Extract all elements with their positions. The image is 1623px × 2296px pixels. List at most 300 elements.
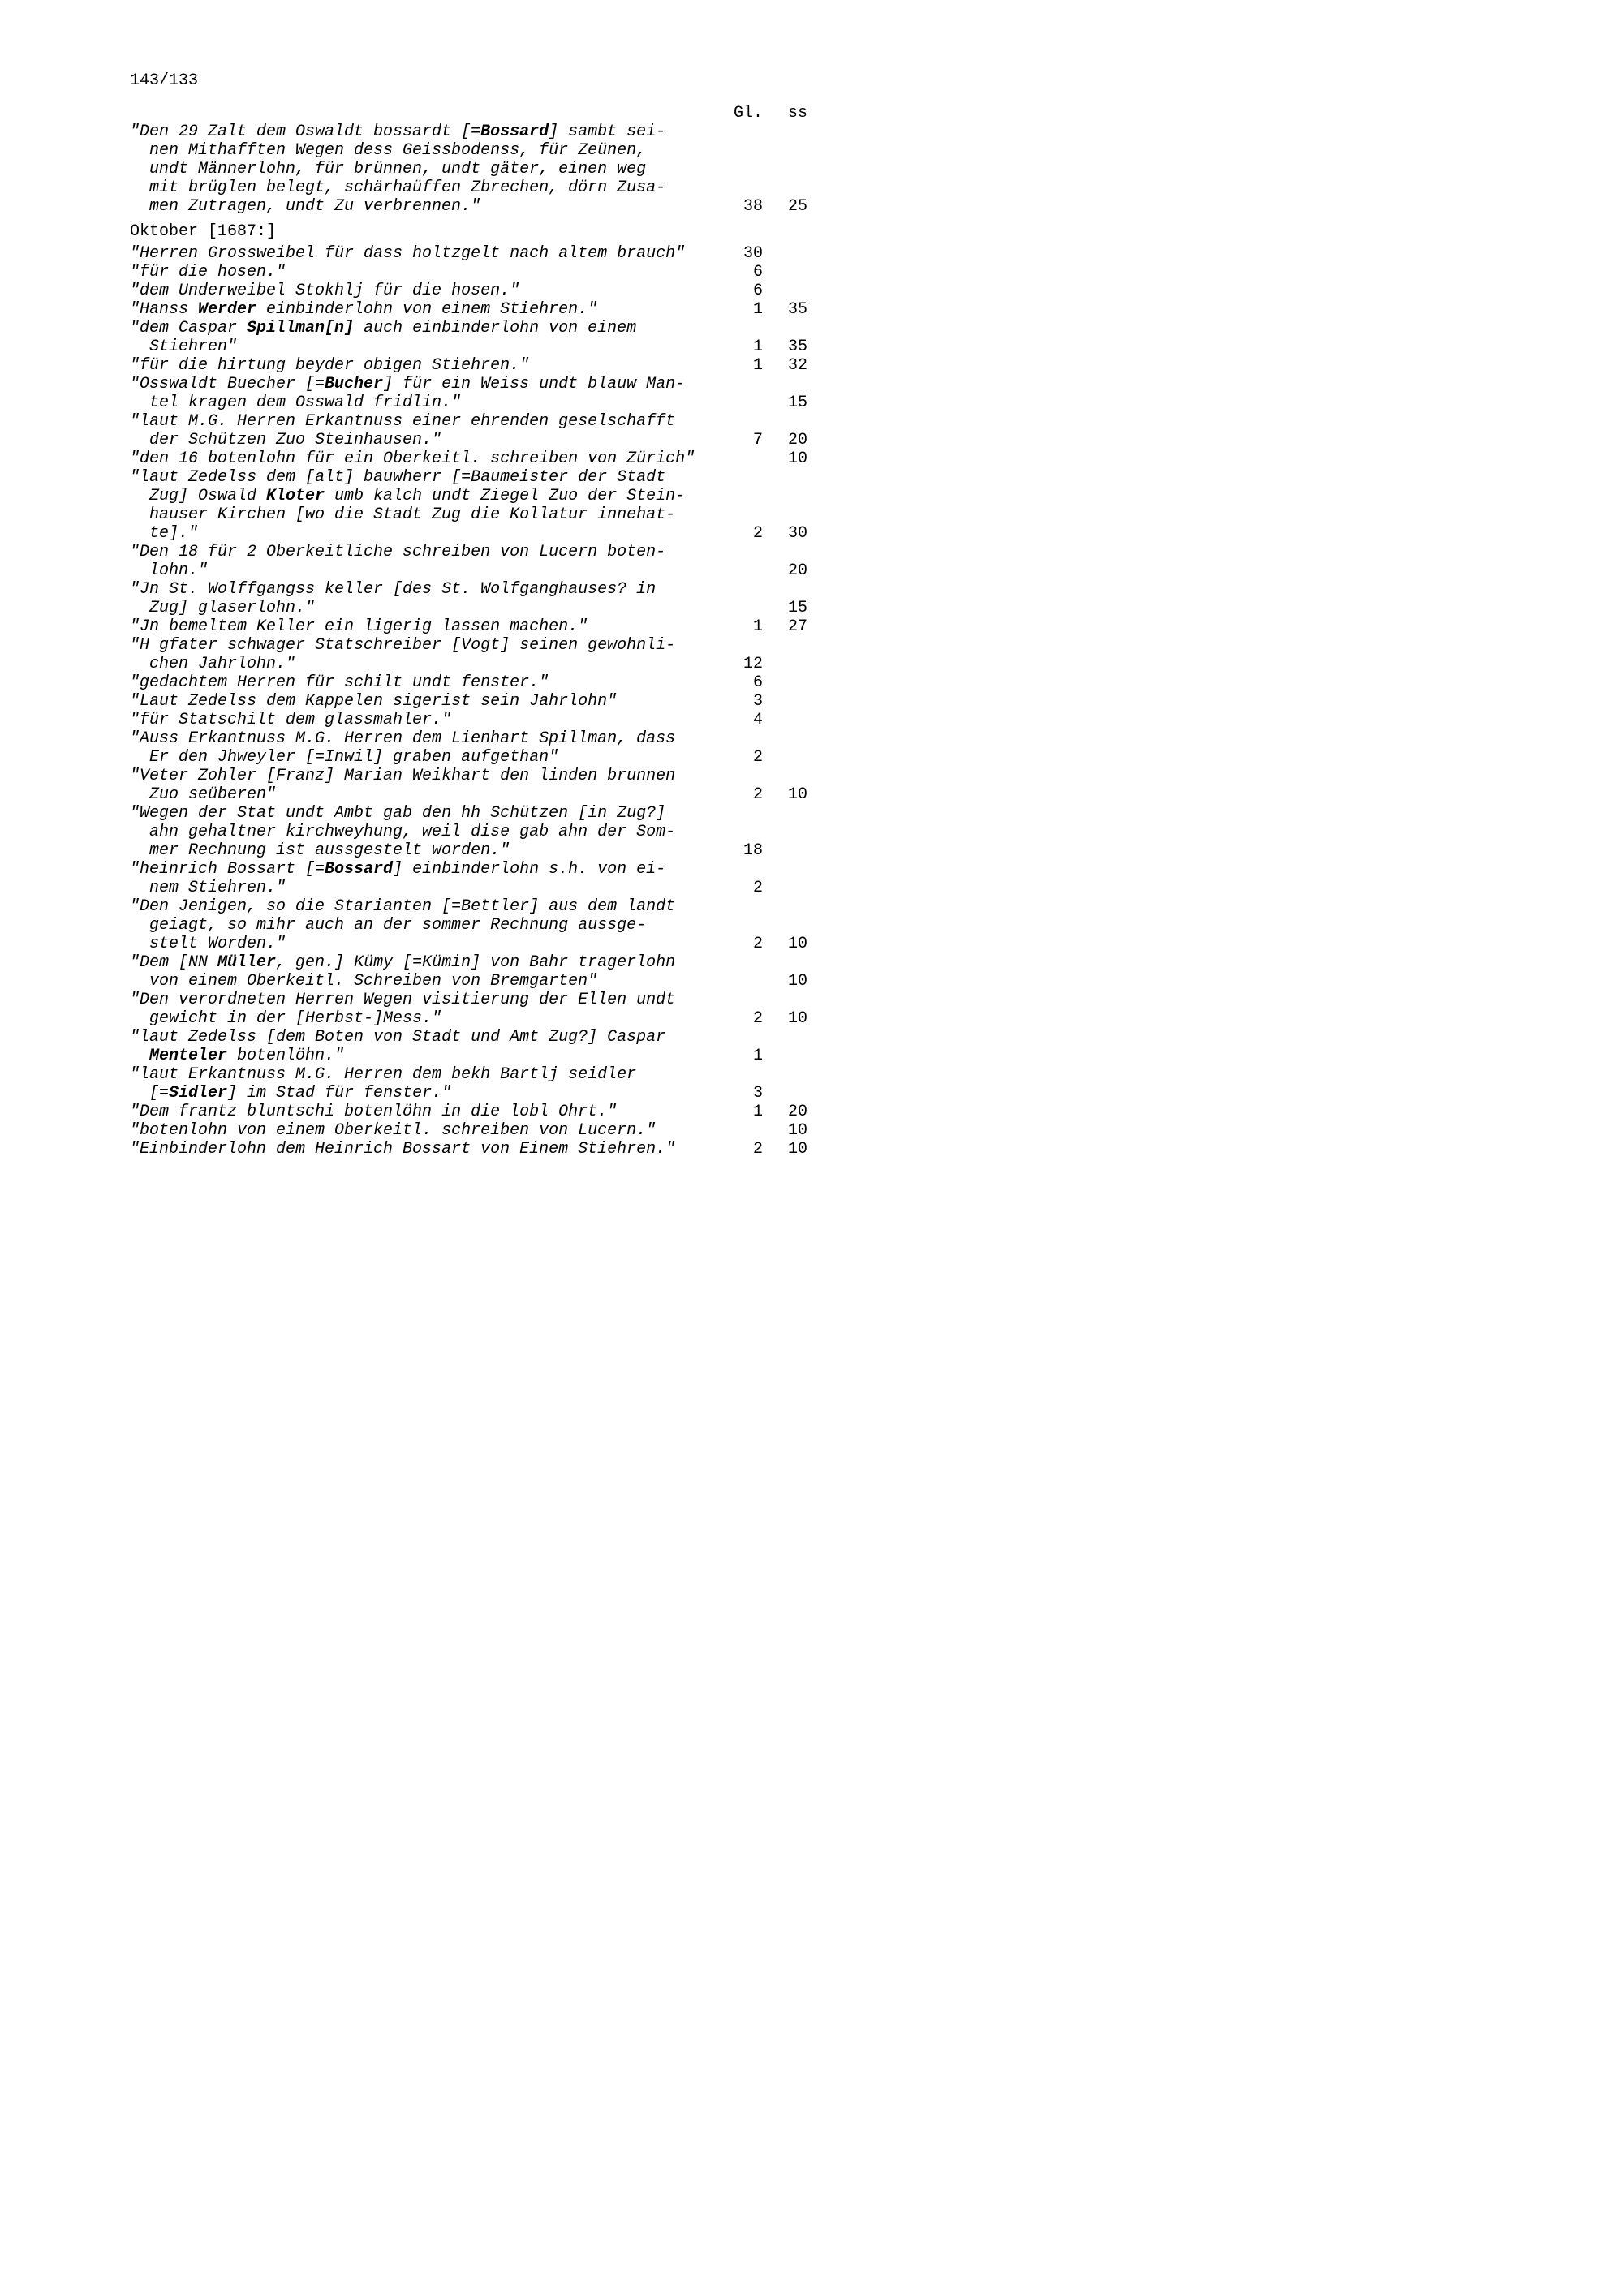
entry-line [130, 468, 807, 487]
gl-value [708, 375, 763, 393]
entry-text [130, 487, 708, 505]
ss-value [763, 263, 807, 282]
entry-text [130, 1028, 708, 1047]
entry-line [130, 141, 807, 160]
text-segment: "Herren Grossweibel für dass holtzgelt nach altem brauch" [130, 244, 686, 263]
gl-value: 3 [752, 692, 763, 711]
gl-value: 2 [752, 748, 763, 767]
ss-value: 10 [787, 449, 807, 468]
ss-value: 10 [787, 1140, 807, 1159]
entry-text [130, 860, 708, 879]
gl-value [708, 468, 763, 487]
ss-value [763, 1084, 807, 1103]
ss-value: 32 [787, 356, 807, 375]
text-segment: "für die hirtung beyder obigen Stiehren." [130, 356, 530, 375]
entry-text [130, 524, 708, 543]
ss-value [763, 468, 807, 487]
gl-value: 6 [752, 282, 763, 300]
entry-text [130, 197, 708, 216]
entry-text [130, 1103, 708, 1121]
entry-line [130, 1103, 807, 1121]
ss-value: 35 [787, 300, 807, 319]
text-segment: "laut Zedelss dem [alt] bauwherr [=Baumeister der Stadt [130, 468, 666, 487]
entry-text [130, 673, 708, 692]
entry-line [130, 282, 807, 300]
entry-text [130, 1065, 708, 1084]
text-segment: mer Rechnung ist aussgestelt worden." [149, 841, 510, 860]
entry-text [130, 935, 708, 953]
gl-value [708, 953, 763, 972]
gl-value [708, 804, 763, 823]
entry-line [130, 991, 807, 1009]
entry-line [130, 1009, 807, 1028]
ss-value [763, 897, 807, 916]
gl-value [708, 599, 763, 617]
emphasized-name: Kloter [266, 487, 325, 505]
gl-value: 2 [752, 935, 763, 953]
ss-value: 10 [787, 935, 807, 953]
text-segment: "Auss Erkantnuss M.G. Herren dem Lienhart Spillman, dass [130, 729, 676, 748]
text-segment: ] für ein Weiss undt blauw Man- [383, 375, 686, 393]
entry-line [130, 580, 807, 599]
text-segment: "Den verordneten Herren Wegen visitierung der Ellen undt [130, 991, 676, 1009]
text-segment: der Schützen Zuo Steinhausen." [149, 431, 442, 449]
entry-text [130, 375, 708, 393]
ss-value [763, 636, 807, 655]
entry-line [130, 375, 807, 393]
gl-value [708, 178, 763, 197]
ledger-entry [130, 729, 807, 767]
ledger-entry [130, 319, 807, 356]
text-segment: tel kragen dem Osswald fridlin." [149, 393, 462, 412]
entry-text [130, 1009, 708, 1028]
ledger-entry [130, 1121, 807, 1140]
text-segment: umb kalch undt Ziegel Zuo der Stein- [325, 487, 686, 505]
entry-text [130, 300, 708, 319]
ss-value [763, 655, 807, 673]
entry-line [130, 1047, 807, 1065]
entry-line [130, 953, 807, 972]
entry-line [130, 748, 807, 767]
entry-line [130, 916, 807, 935]
pre-entries [130, 123, 807, 216]
text-segment: "botenlohn von einem Oberkeitl. schreiben von Lucern." [130, 1121, 657, 1140]
entry-line [130, 599, 807, 617]
entry-line [130, 1084, 807, 1103]
ss-value [763, 841, 807, 860]
ss-value [763, 178, 807, 197]
gl-value [708, 487, 763, 505]
ledger-entry [130, 468, 807, 543]
ss-value [763, 692, 807, 711]
text-segment: nen Mithafften Wegen dess Geissbodenss, für Zeünen, [149, 141, 647, 160]
column-header-spacer [130, 104, 708, 123]
gl-value: 1 [752, 338, 763, 356]
entry-text [130, 879, 708, 897]
entry-text [130, 711, 708, 729]
text-segment: "Osswaldt Buecher [= [130, 375, 325, 393]
gl-value [708, 319, 763, 338]
entry-line [130, 972, 807, 991]
section-heading: Oktober [1687:] [130, 222, 277, 241]
text-segment: "für Statschilt dem glassmahler." [130, 711, 452, 729]
ss-value: 15 [787, 599, 807, 617]
ss-value [763, 673, 807, 692]
entry-text [130, 841, 708, 860]
ss-value: 10 [787, 1121, 807, 1140]
text-segment: "laut Zedelss [dem Boten von Stadt und Amt Zug?] Caspar [130, 1028, 666, 1047]
gl-value: 12 [743, 655, 763, 673]
gl-value [708, 636, 763, 655]
text-segment: gewicht in der [Herbst-]Mess." [149, 1009, 442, 1028]
entry-text [130, 991, 708, 1009]
gl-value: 38 [743, 197, 763, 216]
ss-value [763, 244, 807, 263]
ledger-entry [130, 767, 807, 804]
text-segment: botenlöhn." [227, 1047, 345, 1065]
text-segment: "gedachtem Herren für schilt undt fenster." [130, 673, 549, 692]
entry-text [130, 244, 708, 263]
entry-line [130, 449, 807, 468]
ss-value: 20 [787, 561, 807, 580]
text-segment: "Jn St. Wolffgangss keller [des St. Wolfganghauses? in [130, 580, 657, 599]
ledger-entry [130, 953, 807, 991]
entry-line [130, 338, 807, 356]
gl-value [708, 505, 763, 524]
ss-value [763, 412, 807, 431]
text-segment: ahn gehaltner kirchweyhung, weil dise gab ahn der Som- [149, 823, 676, 841]
entry-text [130, 823, 708, 841]
entry-line [130, 543, 807, 561]
ss-value: 20 [787, 431, 807, 449]
entry-text [130, 412, 708, 431]
entry-line [130, 823, 807, 841]
ledger-entry [130, 860, 807, 897]
entry-text [130, 1084, 708, 1103]
entry-line [130, 524, 807, 543]
ledger-entry [130, 991, 807, 1028]
entry-line [130, 729, 807, 748]
text-segment: te]." [149, 524, 199, 543]
ss-value [763, 953, 807, 972]
text-segment: ] im Stad für fenster." [227, 1084, 452, 1103]
gl-value [708, 141, 763, 160]
text-segment: "für die hosen." [130, 263, 286, 282]
ledger-entry [130, 1065, 807, 1103]
gl-value: 2 [752, 524, 763, 543]
entry-line [130, 1140, 807, 1159]
gl-value: 6 [752, 263, 763, 282]
entry-text [130, 599, 708, 617]
text-segment: "Den 29 Zalt dem Oswaldt bossardt [= [130, 123, 481, 141]
text-segment: einbinderlohn von einem Stiehren." [256, 300, 598, 319]
text-segment: [= [149, 1084, 170, 1103]
entry-line [130, 393, 807, 412]
entry-line [130, 636, 807, 655]
ss-value: 10 [787, 785, 807, 804]
ss-value [763, 823, 807, 841]
ledger-entry [130, 1028, 807, 1065]
entry-line [130, 244, 807, 263]
text-segment: chen Jahrlohn." [149, 655, 296, 673]
entry-line [130, 711, 807, 729]
gl-value [708, 160, 763, 178]
ss-value [763, 543, 807, 561]
gl-value [708, 393, 763, 412]
ss-value [763, 375, 807, 393]
ledger-entry [130, 263, 807, 282]
ss-value: 20 [787, 1103, 807, 1121]
gl-value [708, 543, 763, 561]
ss-value [763, 1065, 807, 1084]
text-segment: auch einbinderlohn von einem [354, 319, 637, 338]
gl-value [708, 767, 763, 785]
text-segment: Zuo seüberen" [149, 785, 277, 804]
ss-value: 25 [787, 197, 807, 216]
gl-value: 18 [743, 841, 763, 860]
column-header-row [130, 104, 807, 123]
entry-text [130, 561, 708, 580]
gl-value: 1 [752, 300, 763, 319]
gl-value: 2 [752, 785, 763, 804]
ledger-entry [130, 375, 807, 412]
entry-text [130, 692, 708, 711]
ss-value: 27 [787, 617, 807, 636]
entry-text [130, 1121, 708, 1140]
emphasized-name: Menteler [149, 1047, 228, 1065]
text-segment: "Einbinderlohn dem Heinrich Bossart von Einem Stiehren." [130, 1140, 676, 1159]
entry-text [130, 729, 708, 748]
gl-value: 2 [752, 1140, 763, 1159]
ss-value [763, 487, 807, 505]
text-segment: "Hanss [130, 300, 199, 319]
gl-value [708, 823, 763, 841]
text-segment: "laut Erkantnuss M.G. Herren dem bekh Bartlj seidler [130, 1065, 637, 1084]
entry-line [130, 487, 807, 505]
entry-text [130, 767, 708, 785]
ss-value [763, 123, 807, 141]
text-segment: "Den Jenigen, so die Starianten [=Bettler] aus dem landt [130, 897, 676, 916]
ss-column-header: ss [787, 104, 807, 123]
gl-value [708, 123, 763, 141]
ledger-entry [130, 897, 807, 953]
text-segment: "dem Caspar [130, 319, 248, 338]
gl-value: 1 [752, 617, 763, 636]
emphasized-name: Werder [198, 300, 257, 319]
ss-value: 30 [787, 524, 807, 543]
entry-text [130, 655, 708, 673]
entry-text [130, 449, 708, 468]
ss-value [763, 991, 807, 1009]
ss-value: 10 [787, 1009, 807, 1028]
text-segment: "laut M.G. Herren Erkantnuss einer ehrenden geselschafft [130, 412, 676, 431]
ss-value [763, 580, 807, 599]
gl-value: 4 [752, 711, 763, 729]
emphasized-name: Sidler [169, 1084, 228, 1103]
entry-line [130, 561, 807, 580]
ledger-entry [130, 617, 807, 636]
ss-value [763, 319, 807, 338]
text-segment: "Wegen der Stat undt Ambt gab den hh Schützen [in Zug?] [130, 804, 666, 823]
entry-line [130, 767, 807, 785]
entry-text [130, 543, 708, 561]
ledger-entry [130, 673, 807, 692]
ledger-entry [130, 412, 807, 449]
ss-value [763, 804, 807, 823]
entry-line [130, 263, 807, 282]
entry-text [130, 282, 708, 300]
text-segment: , gen.] Kümy [=Kümin] von Bahr tragerlohn [276, 953, 676, 972]
gl-value: 2 [752, 1009, 763, 1028]
ss-value [763, 505, 807, 524]
entry-text [130, 804, 708, 823]
entry-text [130, 748, 708, 767]
gl-value [708, 729, 763, 748]
gl-value: 2 [752, 879, 763, 897]
gl-value [708, 1065, 763, 1084]
ledger-entry [130, 692, 807, 711]
gl-column-header: Gl. [733, 104, 763, 123]
ss-value [763, 141, 807, 160]
emphasized-name: Bossard [480, 123, 549, 141]
text-segment: men Zutragen, undt Zu verbrennen." [149, 197, 481, 216]
entry-line [130, 431, 807, 449]
gl-value: 3 [752, 1084, 763, 1103]
entry-text [130, 141, 708, 160]
text-segment: "den 16 botenlohn für ein Oberkeitl. schreiben von Zürich" [130, 449, 695, 468]
entry-text [130, 953, 708, 972]
entry-line [130, 897, 807, 916]
entry-text [130, 580, 708, 599]
ss-value [763, 282, 807, 300]
entry-line [130, 197, 807, 216]
entry-text [130, 617, 708, 636]
gl-value: 30 [743, 244, 763, 263]
ss-value [763, 767, 807, 785]
emphasized-name: Spillman[n] [247, 319, 355, 338]
ss-value [763, 1028, 807, 1047]
gl-value [708, 972, 763, 991]
ledger-entry [130, 1103, 807, 1121]
gl-value [708, 580, 763, 599]
text-segment: Stiehren" [149, 338, 238, 356]
entry-text [130, 1047, 708, 1065]
text-segment: geiagt, so mihr auch an der sommer Rechnung aussge- [149, 916, 647, 935]
gl-value: 1 [752, 1047, 763, 1065]
entry-text [130, 319, 708, 338]
gl-value [708, 991, 763, 1009]
text-segment: "Laut Zedelss dem Kappelen sigerist sein Jahrlohn" [130, 692, 618, 711]
ledger-entry [130, 282, 807, 300]
text-segment: "Jn bemeltem Keller ein ligerig lassen machen." [130, 617, 588, 636]
gl-value [708, 449, 763, 468]
page-number: 143/133 [130, 71, 199, 90]
ledger-entry [130, 636, 807, 673]
entry-text [130, 785, 708, 804]
text-segment: Zug] Oswald [149, 487, 267, 505]
entry-line [130, 1028, 807, 1047]
entry-line [130, 1121, 807, 1140]
ledger-entry [130, 711, 807, 729]
text-segment: lohn." [149, 561, 209, 580]
entry-line [130, 673, 807, 692]
entry-line [130, 123, 807, 141]
document-page [130, 71, 807, 1159]
text-segment: stelt Worden." [149, 935, 286, 953]
ledger-entry [130, 804, 807, 860]
gl-value [708, 1121, 763, 1140]
entry-line [130, 617, 807, 636]
entry-text [130, 972, 708, 991]
text-segment: "dem Underweibel Stokhlj für die hosen." [130, 282, 520, 300]
ss-value [763, 879, 807, 897]
text-segment: undt Männerlohn, für brünnen, undt gäter, einen weg [149, 160, 647, 178]
entry-line [130, 505, 807, 524]
ss-value [763, 729, 807, 748]
text-segment: ] sambt sei- [549, 123, 666, 141]
ss-value [763, 860, 807, 879]
text-segment: "Dem frantz bluntschi botenlöhn in die lobl Ohrt." [130, 1103, 618, 1121]
text-segment: "Den 18 für 2 Oberkeitliche schreiben von Lucern boten- [130, 543, 666, 561]
entry-line [130, 879, 807, 897]
entries [130, 244, 807, 1159]
entry-line [130, 841, 807, 860]
entry-line [130, 785, 807, 804]
gl-value: 7 [752, 431, 763, 449]
ledger-entry [130, 123, 807, 216]
ledger-entry [130, 356, 807, 375]
gl-value [708, 1028, 763, 1047]
ss-value: 35 [787, 338, 807, 356]
entry-line [130, 655, 807, 673]
gl-value [708, 561, 763, 580]
ss-value [763, 1047, 807, 1065]
gl-value [708, 412, 763, 431]
entry-line [130, 412, 807, 431]
gl-value: 1 [752, 356, 763, 375]
entry-line [130, 160, 807, 178]
entry-line [130, 1065, 807, 1084]
gl-value [708, 916, 763, 935]
entry-line [130, 356, 807, 375]
entry-text [130, 1140, 708, 1159]
text-segment: "H gfater schwager Statschreiber [Vogt] seinen gewohnli- [130, 636, 676, 655]
entry-text [130, 178, 708, 197]
entry-line [130, 319, 807, 338]
gl-value: 1 [752, 1103, 763, 1121]
ss-value: 15 [787, 393, 807, 412]
entry-text [130, 636, 708, 655]
entry-text [130, 123, 708, 141]
ledger-entry [130, 449, 807, 468]
ledger-entry [130, 300, 807, 319]
text-segment: Er den Jhweyler [=Inwil] graben aufgethan" [149, 748, 559, 767]
ledger-entry [130, 543, 807, 580]
text-segment: "Veter Zohler [Franz] Marian Weikhart den linden brunnen [130, 767, 676, 785]
entry-text [130, 393, 708, 412]
entry-line [130, 178, 807, 197]
ss-value [763, 916, 807, 935]
entry-text [130, 916, 708, 935]
ss-value [763, 711, 807, 729]
text-segment: "Dem [NN [130, 953, 218, 972]
entry-line [130, 804, 807, 823]
text-segment: "heinrich Bossart [= [130, 860, 325, 879]
entry-line [130, 692, 807, 711]
entry-text [130, 263, 708, 282]
entry-text [130, 356, 708, 375]
emphasized-name: Bossard [325, 860, 394, 879]
